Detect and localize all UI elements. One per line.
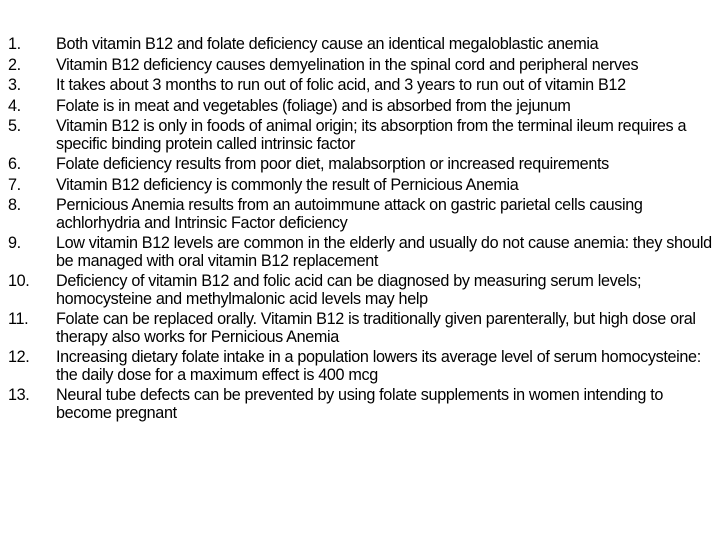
list-item <box>0 235 720 270</box>
item-number: 9. <box>8 234 21 252</box>
list-item <box>0 156 720 174</box>
list-item <box>0 98 720 116</box>
numbered-list <box>0 36 720 422</box>
list-item <box>0 273 720 308</box>
item-text: Vitamin B12 deficiency is commonly the result of Pernicious Anemia <box>56 175 519 194</box>
item-number: 5. <box>8 117 21 135</box>
item-number: 13. <box>8 386 30 404</box>
list-item <box>0 77 720 95</box>
item-number: 10. <box>8 272 30 290</box>
item-text: Increasing dietary folate intake in a population lowers its average level of serum homocysteine: the daily dose for a maximum effect is 400 mcg <box>56 348 701 384</box>
item-number: 4. <box>8 96 21 115</box>
item-number: 8. <box>8 196 21 214</box>
item-number: 1. <box>8 35 21 53</box>
list-item <box>0 118 720 153</box>
slide-content <box>0 36 720 425</box>
item-text: Folate can be replaced orally. Vitamin B12 is traditionally given parenterally, but high dose oral therapy also works for Pernicious Anemia <box>56 310 696 346</box>
list-item <box>0 349 720 384</box>
item-text: Folate deficiency results from poor diet, malabsorption or increased requirements <box>56 155 609 173</box>
item-text: Vitamin B12 deficiency causes demyelination in the spinal cord and peripheral nerves <box>56 55 639 74</box>
item-text: Both vitamin B12 and folate deficiency cause an identical megaloblastic anemia <box>56 35 599 53</box>
list-item <box>0 57 720 75</box>
item-text: Deficiency of vitamin B12 and folic acid can be diagnosed by measuring serum levels; homocysteine and methylmalonic acid levels may help <box>56 272 642 308</box>
item-text: Low vitamin B12 levels are common in the elderly and usually do not cause anemia: they should be managed with oral vitamin B12 replacement <box>56 234 712 270</box>
list-item <box>0 36 720 54</box>
list-item <box>0 197 720 232</box>
list-item <box>0 311 720 346</box>
item-number: 12. <box>8 348 30 366</box>
item-text: Neural tube defects can be prevented by using folate supplements in women intending to become pregnant <box>56 386 664 422</box>
item-number: 11. <box>8 310 29 328</box>
item-text: Pernicious Anemia results from an autoimmune attack on gastric parietal cells causing achlorhydria and Intrinsic Factor deficiency <box>56 196 643 232</box>
item-text: Vitamin B12 is only in foods of animal origin; its absorption from the terminal ileum requires a specific binding protein called intrinsic factor <box>56 117 687 153</box>
item-number: 2. <box>8 55 21 74</box>
item-number: 7. <box>8 175 21 194</box>
item-text: It takes about 3 months to run out of folic acid, and 3 years to run out of vitamin B12 <box>56 76 626 94</box>
list-item <box>0 177 720 195</box>
item-number: 6. <box>8 155 21 173</box>
item-number: 3. <box>8 76 21 94</box>
item-text: Folate is in meat and vegetables (foliage) and is absorbed from the jejunum <box>56 96 571 115</box>
list-item <box>0 387 720 422</box>
